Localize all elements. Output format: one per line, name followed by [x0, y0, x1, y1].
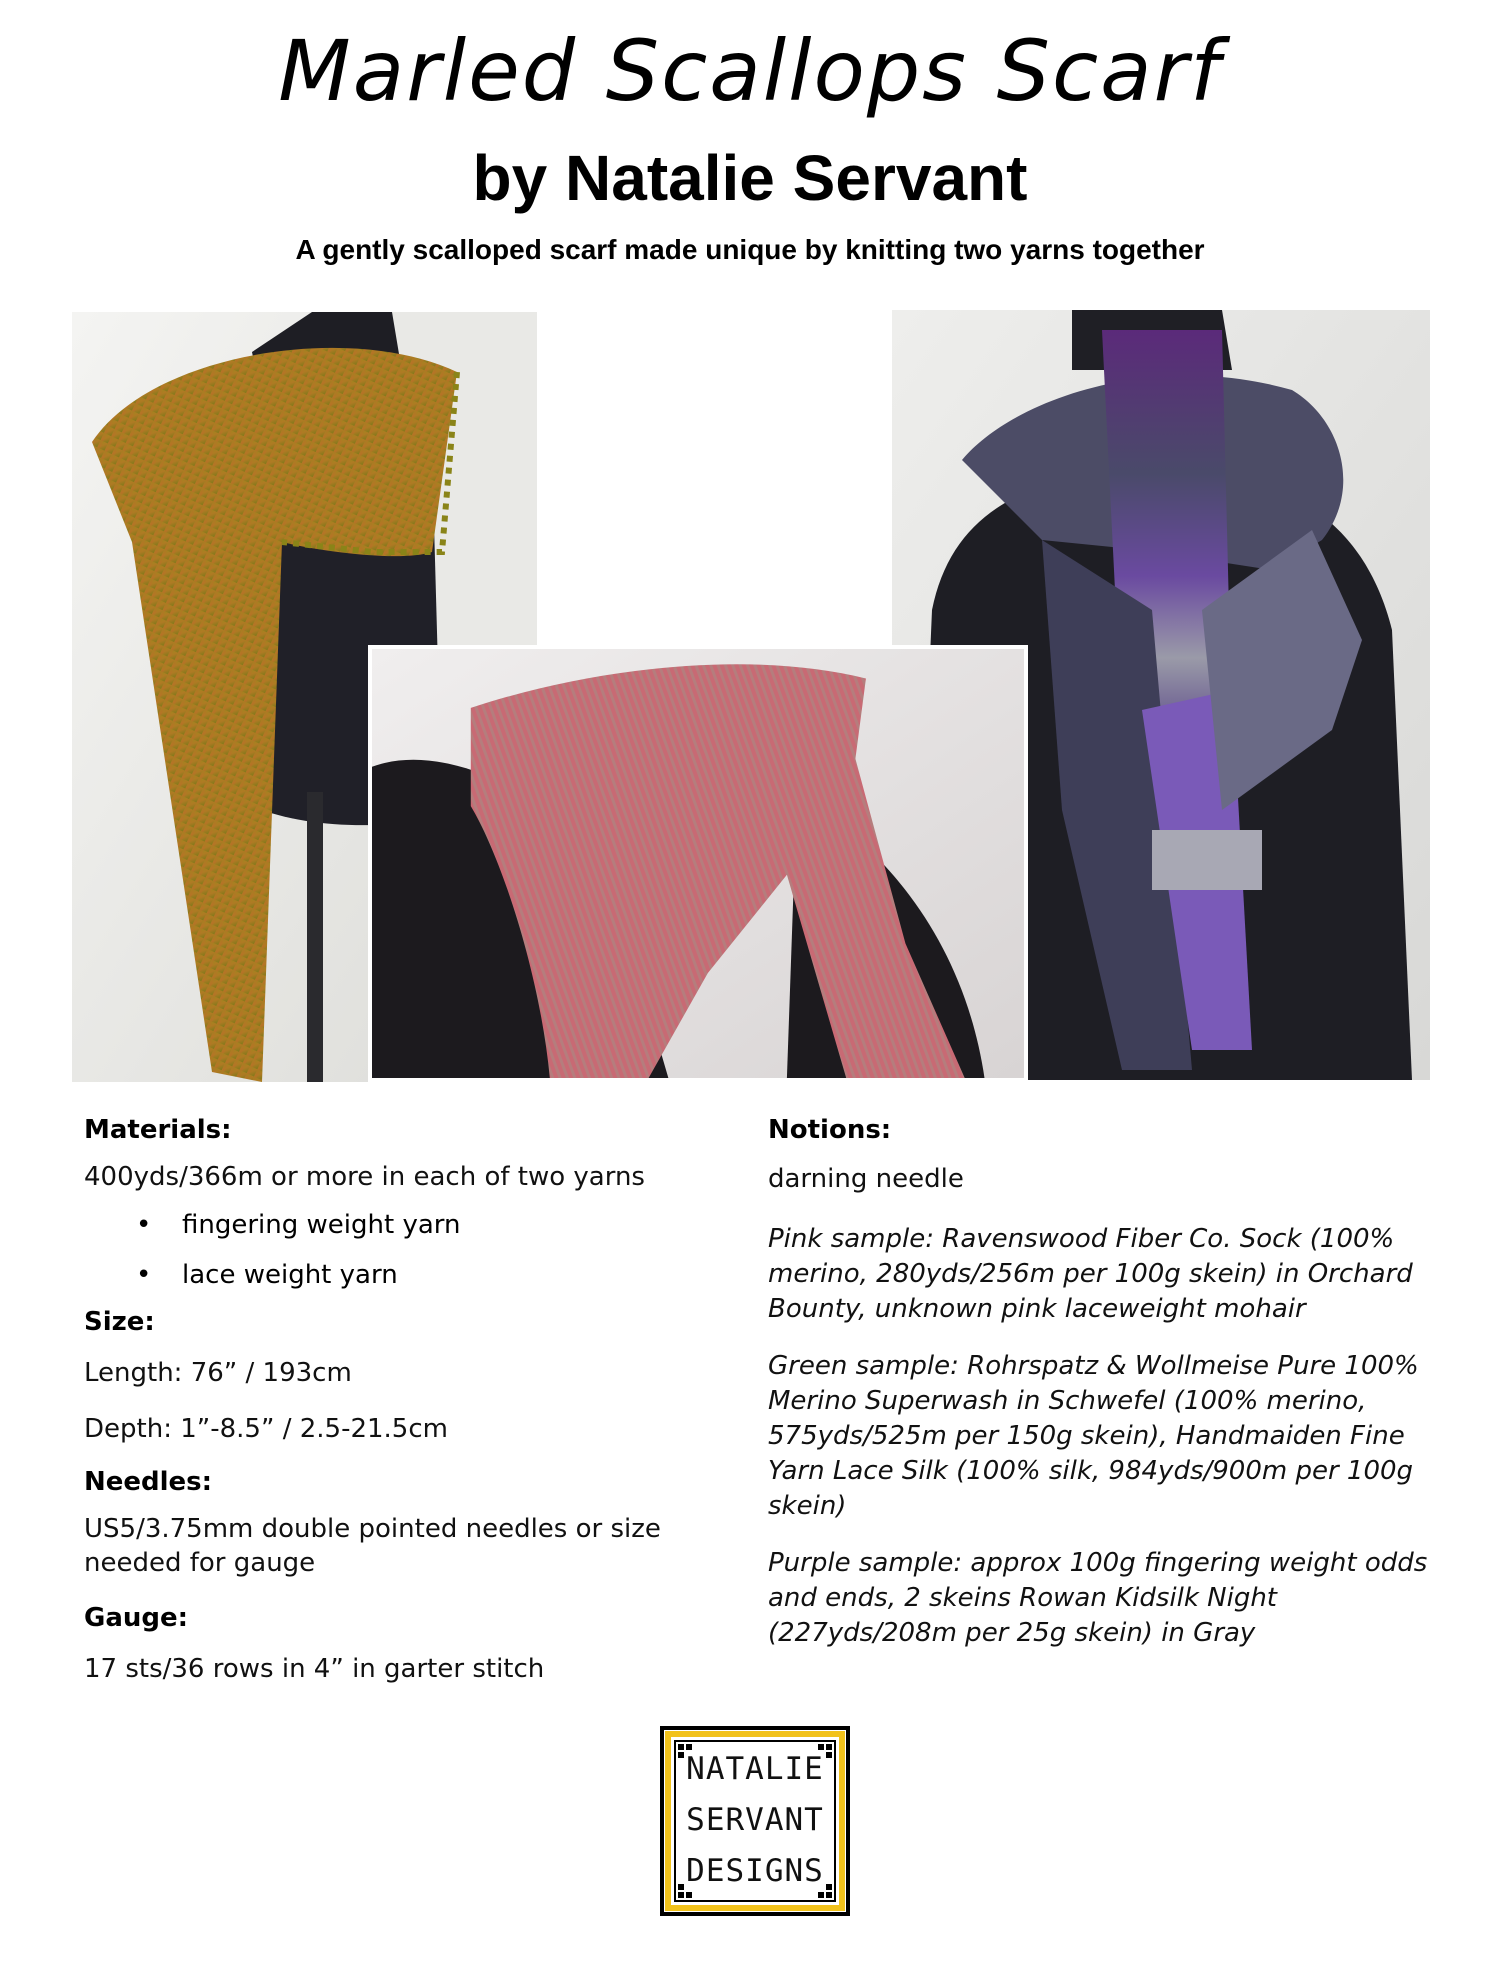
- bullet-icon: •: [136, 1260, 152, 1290]
- pink-scarf-photo: [368, 645, 1028, 1082]
- logo-line: DESIGNS: [686, 1853, 824, 1889]
- list-item: • lace weight yarn: [136, 1260, 398, 1290]
- designer-byline: by Natalie Servant: [472, 142, 1028, 214]
- green-sample-note: Green sample: Rohrspatz & Wollmeise Pure 100% Merino Superwash in Schwefel (100% merino, 575yds/525m per 150g skein), Handmaiden Fine Yarn Lace Silk (100% silk, 984yds/900m per 100g skein): [768, 1351, 1419, 1521]
- bullet-icon: •: [136, 1210, 152, 1240]
- pattern-tagline: A gently scalloped scarf made unique by knitting two yarns together: [295, 234, 1205, 265]
- materials-intro: 400yds/366m or more in each of two yarns: [84, 1162, 645, 1192]
- materials-heading: Materials:: [84, 1115, 232, 1145]
- pattern-details-right: [768, 1110, 1448, 1651]
- pattern-title: Marled Scallops Scarf: [278, 22, 1222, 120]
- natalie-servant-designs-logo: [660, 1726, 850, 1916]
- size-length: Length: 76” / 193cm: [84, 1358, 352, 1388]
- logo-line: NATALIE: [686, 1751, 824, 1787]
- materials-list: [84, 1208, 724, 1292]
- list-item: • fingering weight yarn: [136, 1210, 461, 1240]
- gauge-heading: Gauge:: [84, 1603, 189, 1633]
- needles-text: US5/3.75mm double pointed needles or size needed for gauge: [84, 1514, 661, 1578]
- size-heading: Size:: [84, 1307, 155, 1337]
- needles-heading: Needles:: [84, 1467, 213, 1497]
- notions-text: darning needle: [768, 1164, 964, 1194]
- pink-sample-note: Pink sample: Ravenswood Fiber Co. Sock (100% merino, 280yds/256m per 100g skein) in Orchard Bounty, unknown pink laceweight mohair: [768, 1224, 1413, 1324]
- size-depth: Depth: 1”-8.5” / 2.5-21.5cm: [84, 1414, 448, 1444]
- logo-line: SERVANT: [686, 1802, 824, 1838]
- pattern-details-left: [84, 1110, 724, 1686]
- purple-sample-note: Purple sample: approx 100g fingering weight odds and ends, 2 skeins Rowan Kidsilk Night (227yds/208m per 25g skein) in Gray: [768, 1548, 1428, 1648]
- gauge-text: 17 sts/36 rows in 4” in garter stitch: [84, 1654, 545, 1684]
- logo-text: [680, 1744, 830, 1897]
- notions-heading: Notions:: [768, 1115, 892, 1145]
